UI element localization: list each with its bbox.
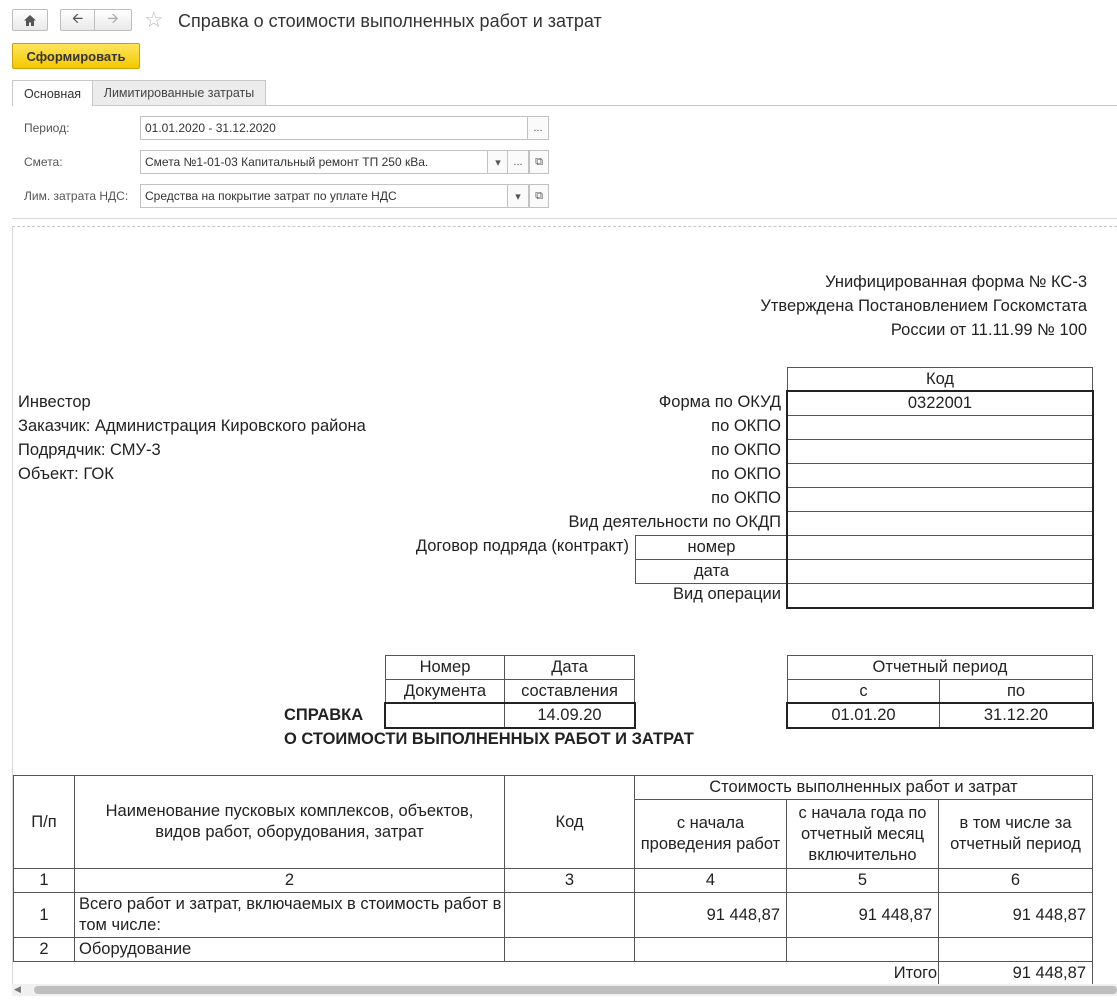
smeta-select-button[interactable]: ... xyxy=(507,150,529,174)
period-input[interactable]: 01.01.2020 - 31.12.2020 xyxy=(140,116,528,140)
object-line: Объект: ГОК xyxy=(18,465,114,483)
num-3: 3 xyxy=(504,868,635,893)
operation-value xyxy=(787,583,1093,608)
period-select-button[interactable]: ... xyxy=(527,116,549,140)
okud-label: Форма по ОКУД xyxy=(658,393,781,411)
window-title: Справка о стоимости выполненных работ и затрат xyxy=(178,11,602,31)
total-label: Итого xyxy=(893,964,937,982)
chevron-down-icon: ▾ xyxy=(515,190,521,203)
doc-num-header-2: Документа xyxy=(385,679,505,704)
scroll-left-icon[interactable]: ◀ xyxy=(14,984,21,994)
top-bar xyxy=(0,0,1117,42)
num-6: 6 xyxy=(938,868,1093,893)
customer-line: Заказчик: Администрация Кировского района xyxy=(18,417,366,435)
back-button[interactable] xyxy=(60,9,94,31)
tab-main[interactable]: Основная xyxy=(12,80,93,106)
table-row-1-code xyxy=(504,892,635,938)
table-row-1-c6: 91 448,87 xyxy=(938,892,1093,938)
okpo-label-4: по ОКПО xyxy=(711,489,781,507)
report-header-line-3: России от 11.11.99 № 100 xyxy=(890,321,1087,339)
horizontal-scrollbar-thumb[interactable] xyxy=(34,986,1117,994)
table-row-2-num: 2 xyxy=(13,937,75,962)
col-pp-header: П/п xyxy=(13,775,75,869)
contractor-line: Подрядчик: СМУ-3 xyxy=(18,441,161,459)
doc-date-value: 14.09.20 xyxy=(504,703,635,728)
contract-number-value xyxy=(787,535,1093,560)
forward-button[interactable] xyxy=(94,9,132,31)
doc-date-header-2: составления xyxy=(504,679,635,704)
favorite-star-icon[interactable]: ☆ xyxy=(144,7,164,32)
report-document xyxy=(12,226,1117,994)
table-row-1-c4: 91 448,87 xyxy=(634,892,787,938)
num-4: 4 xyxy=(634,868,787,893)
okdp-value xyxy=(787,511,1093,536)
open-window-icon: ⧉ xyxy=(535,189,543,202)
total-value: 91 448,87 xyxy=(938,961,1093,986)
okpo-value-3 xyxy=(787,463,1093,488)
contract-date-value xyxy=(787,559,1093,584)
home-icon xyxy=(23,14,37,27)
arrow-left-icon: 🡨 xyxy=(71,10,84,26)
doc-num-value xyxy=(385,703,505,728)
col-name-header: Наименование пусковых комплексов, объектов, видов работ, оборудования, затрат xyxy=(74,775,505,869)
contract-number-label: номер xyxy=(635,535,788,560)
smeta-dropdown-button[interactable] xyxy=(487,150,509,174)
doc-date-header-1: Дата xyxy=(504,655,635,680)
spravka-title: СПРАВКА xyxy=(284,706,364,724)
col-c5-header: с начала года по отчетный месяц включительно xyxy=(786,799,939,869)
smeta-label: Смета: xyxy=(24,155,63,169)
table-row-2-c5 xyxy=(786,937,939,962)
period-label: Период: xyxy=(24,121,70,135)
col-code-header: Код xyxy=(504,775,635,869)
period-to-value: 31.12.20 xyxy=(939,703,1093,728)
lim-dropdown-button[interactable] xyxy=(507,184,529,208)
okpo-label-1: по ОКПО xyxy=(711,417,781,435)
okud-value: 0322001 xyxy=(787,391,1093,416)
col-cost-header: Стоимость выполненных работ и затрат xyxy=(634,775,1093,800)
col-c6-header: в том числе за отчетный период xyxy=(938,799,1093,869)
table-row-1-name: Всего работ и затрат, включаемых в стоимость работ в том числе: xyxy=(74,892,505,938)
period-title: Отчетный период xyxy=(787,655,1093,680)
period-to-header: по xyxy=(939,679,1093,704)
lim-label: Лим. затрата НДС: xyxy=(24,189,129,203)
contract-label: Договор подряда (контракт) xyxy=(415,537,629,555)
okdp-label: Вид деятельности по ОКДП xyxy=(568,513,781,531)
period-from-value: 01.01.20 xyxy=(787,703,940,728)
tab-limited-costs[interactable]: Лимитированные затраты xyxy=(92,80,266,106)
num-2: 2 xyxy=(74,868,505,893)
form-button[interactable]: Сформировать xyxy=(12,43,140,69)
okpo-value-1 xyxy=(787,415,1093,440)
operation-label: Вид операции xyxy=(673,585,781,603)
table-row-2-code xyxy=(504,937,635,962)
num-5: 5 xyxy=(786,868,939,893)
lim-open-button[interactable] xyxy=(529,184,549,208)
table-row-2-name: Оборудование xyxy=(74,937,505,962)
num-1: 1 xyxy=(13,868,75,893)
table-row-1-num: 1 xyxy=(13,892,75,938)
chevron-down-icon: ▾ xyxy=(495,156,501,169)
col-c4-header: с начала проведения работ xyxy=(634,799,787,869)
okpo-value-4 xyxy=(787,487,1093,512)
report-header-line-2: Утверждена Постановлением Госкомстата xyxy=(760,297,1087,315)
code-title: Код xyxy=(787,367,1093,392)
smeta-open-button[interactable] xyxy=(529,150,549,174)
okpo-label-3: по ОКПО xyxy=(711,465,781,483)
period-from-header: с xyxy=(787,679,940,704)
home-button[interactable] xyxy=(12,9,48,31)
lim-input[interactable]: Средства на покрытие затрат по уплате НДС xyxy=(140,184,508,208)
smeta-input[interactable]: Смета №1-01-03 Капитальный ремонт ТП 250 кВа. xyxy=(140,150,488,174)
okpo-value-2 xyxy=(787,439,1093,464)
okpo-label-2: по ОКПО xyxy=(711,441,781,459)
table-row-2-c6 xyxy=(938,937,1093,962)
table-row-1-c5: 91 448,87 xyxy=(786,892,939,938)
doc-num-header-1: Номер xyxy=(385,655,505,680)
arrow-right-icon: 🡪 xyxy=(107,10,119,26)
report-header-line-1: Унифицированная форма № КС-3 xyxy=(825,273,1087,291)
investor-line: Инвестор xyxy=(18,393,91,411)
table-row-2-c4 xyxy=(634,937,787,962)
spravka-subtitle: О СТОИМОСТИ ВЫПОЛНЕННЫХ РАБОТ И ЗАТРАТ xyxy=(284,730,694,748)
open-window-icon: ⧉ xyxy=(535,155,543,168)
contract-date-label: дата xyxy=(635,559,788,584)
